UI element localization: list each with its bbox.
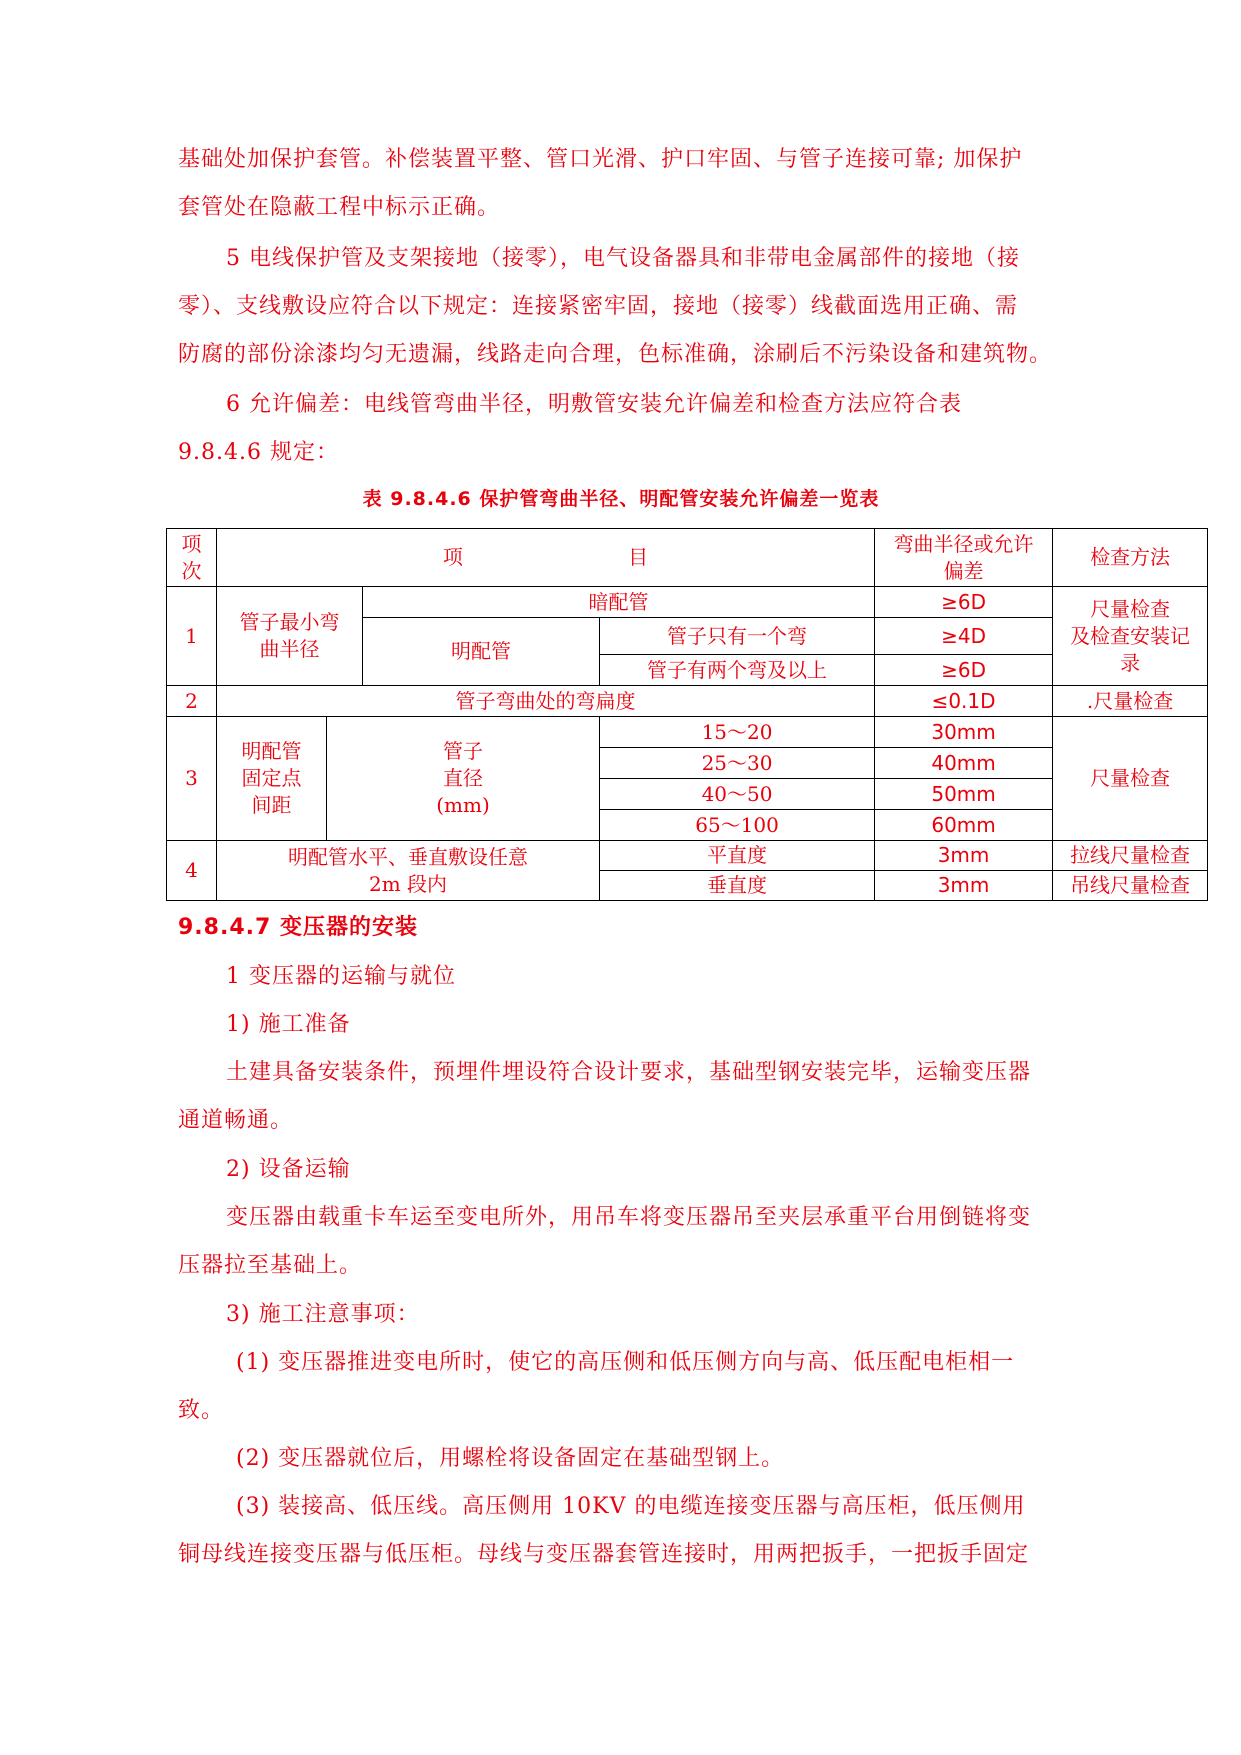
- cell-verticality: 垂直度: [600, 871, 875, 901]
- cell-range: 15～20: [600, 717, 875, 748]
- row-method: 尺量检查: [1053, 717, 1208, 841]
- header-method: 检查方法: [1053, 529, 1208, 587]
- cell-range: 40～50: [600, 779, 875, 810]
- cell-concealed: 暗配管: [363, 587, 875, 618]
- row-group: 明配管水平、垂直敷设任意 2m 段内: [217, 841, 600, 901]
- row-index: 3: [167, 717, 217, 841]
- header-value: 弯曲半径或允许 偏差: [875, 529, 1053, 587]
- cell-item: 管子弯曲处的弯扁度: [217, 686, 875, 717]
- cell-value: 3mm: [875, 871, 1053, 901]
- cell-value: ≥4D: [875, 618, 1053, 655]
- cell-value: ≤0.1D: [875, 686, 1053, 717]
- paragraph-line: 压器拉至基础上。: [178, 1253, 363, 1278]
- row-method: .尺量检查: [1053, 686, 1208, 717]
- row-index: 4: [167, 841, 217, 901]
- table-row: [167, 686, 1208, 717]
- row-method: 吊线尺量检查: [1053, 871, 1208, 901]
- cell-range: 25～30: [600, 748, 875, 779]
- subsection-title: 1) 施工准备: [226, 1012, 351, 1037]
- table-row: [167, 587, 1208, 618]
- cell-value: 50mm: [875, 779, 1053, 810]
- paragraph-line: 9.8.4.6 规定：: [178, 440, 339, 465]
- cell-one-bend: 管子只有一个弯: [600, 618, 875, 655]
- paragraph-line: 致。: [178, 1398, 225, 1423]
- paragraph-line: 套管处在隐蔽工程中标示正确。: [178, 195, 501, 220]
- table-row: [167, 717, 1208, 748]
- row-group: 管子最小弯 曲半径: [217, 587, 363, 686]
- paragraph-line: 土建具备安装条件，预埋件埋设符合设计要求，基础型钢安装完毕，运输变压器: [226, 1060, 1032, 1085]
- row-method: 拉线尺量检查: [1053, 841, 1208, 871]
- header-item: 项 目: [217, 529, 875, 587]
- header-index: 项 次: [167, 529, 217, 587]
- table-caption: 表 9.8.4.6 保护管弯曲半径、明配管安装允许偏差一览表: [362, 488, 880, 510]
- paragraph-line: 零）、支线敷设应符合以下规定：连接紧密牢固，接地（接零）线截面选用正确、需: [178, 294, 1019, 319]
- subsection-title: 3) 施工注意事项：: [226, 1302, 420, 1327]
- subsection-title: 2) 设备运输: [226, 1157, 351, 1182]
- paragraph-line: (3) 装接高、低压线。高压侧用 10KV 的电缆连接变压器与高压柜，低压侧用: [236, 1494, 1026, 1519]
- subsection-title: 1 变压器的运输与就位: [226, 964, 456, 989]
- paragraph-line: 防腐的部份涂漆均匀无遗漏，线路走向合理，色标准确，涂刷后不污染设备和建筑物。: [178, 342, 1053, 367]
- section-heading: 9.8.4.7 变压器的安装: [178, 915, 418, 940]
- cell-two-bends: 管子有两个弯及以上: [600, 655, 875, 686]
- paragraph-line: 变压器由载重卡车运至变电所外，用吊车将变压器吊至夹层承重平台用倒链将变: [226, 1205, 1032, 1230]
- cell-value: 60mm: [875, 810, 1053, 841]
- cell-value: 3mm: [875, 841, 1053, 871]
- cell-value: ≥6D: [875, 655, 1053, 686]
- row-subgroup: 管子 直径 (mm): [327, 717, 600, 841]
- cell-value: 30mm: [875, 717, 1053, 748]
- table-row: [167, 841, 1208, 871]
- cell-range: 65～100: [600, 810, 875, 841]
- table-header-row: [167, 529, 1208, 587]
- cell-flatness: 平直度: [600, 841, 875, 871]
- paragraph-line: 6 允许偏差：电线管弯曲半径，明敷管安装允许偏差和检查方法应符合表: [226, 392, 962, 417]
- paragraph-line: 铜母线连接变压器与低压柜。母线与变压器套管连接时，用两把扳手，一把扳手固定: [178, 1542, 1030, 1567]
- tolerance-table: [166, 528, 1208, 901]
- row-group: 明配管 固定点 间距: [217, 717, 327, 841]
- row-index: 1: [167, 587, 217, 686]
- cell-exposed: 明配管: [363, 618, 600, 686]
- cell-value: 40mm: [875, 748, 1053, 779]
- paragraph-line: (2) 变压器就位后，用螺栓将设备固定在基础型钢上。: [236, 1446, 785, 1471]
- cell-value: ≥6D: [875, 587, 1053, 618]
- paragraph-line: 通道畅通。: [178, 1108, 294, 1133]
- row-method: 尺量检查 及检查安装记 录: [1053, 587, 1208, 686]
- paragraph-line: 5 电线保护管及支架接地（接零），电气设备器具和非带电金属部件的接地（接: [226, 246, 1020, 271]
- row-index: 2: [167, 686, 217, 717]
- paragraph-line: 基础处加保护套管。补偿装置平整、管口光滑、护口牢固、与管子连接可靠; 加保护: [178, 147, 1023, 172]
- paragraph-line: (1) 变压器推进变电所时，使它的高压侧和低压侧方向与高、低压配电柜相一: [236, 1350, 1015, 1375]
